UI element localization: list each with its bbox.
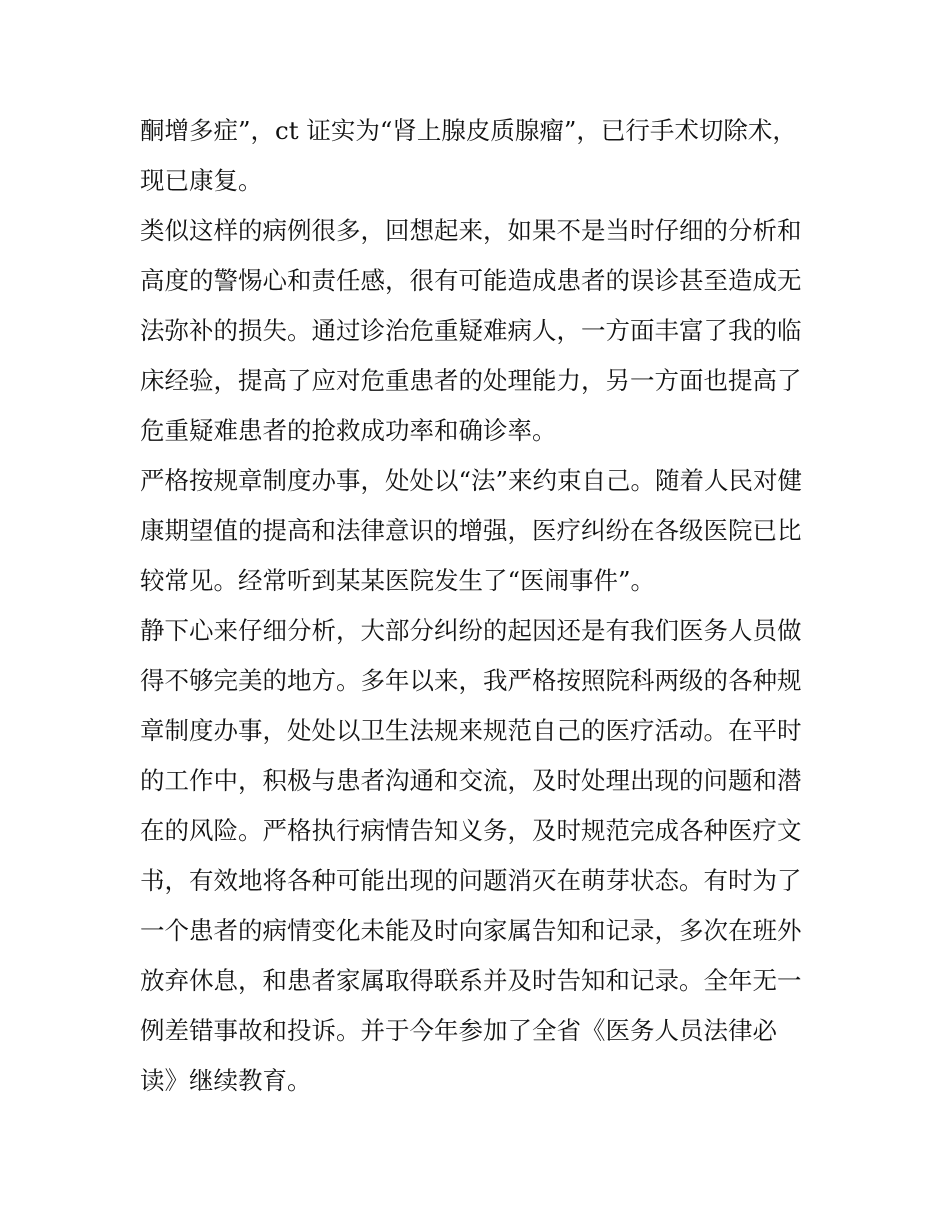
text-line: 书，有效地将各种可能出现的问题消灭在萌芽状态。有时为了 <box>140 866 802 895</box>
text-line: 较常见。经常听到某某医院发生了“医闹事件”。 <box>140 566 656 595</box>
paragraph-4 <box>140 606 820 1106</box>
paragraph-2 <box>140 206 820 456</box>
text-line: 床经验，提高了应对危重患者的处理能力，另一方面也提高了 <box>140 366 802 395</box>
text-line: 一个患者的病情变化未能及时向家属告知和记录，多次在班外 <box>140 916 802 945</box>
text-line: 例差错事故和投诉。并于今年参加了全省《医务人员法律必 <box>140 1016 777 1045</box>
text-line: 类似这样的病例很多，回想起来，如果不是当时仔细的分析和 <box>140 216 802 245</box>
text-line: 得不够完美的地方。多年以来，我严格按照院科两级的各种规 <box>140 666 802 695</box>
text-line: 静下心来仔细分析，大部分纠纷的起因还是有我们医务人员做 <box>140 616 802 645</box>
text-line: 法弥补的损失。通过诊治危重疑难病人，一方面丰富了我的临 <box>140 316 802 345</box>
text-line: 危重疑难患者的抢救成功率和确诊率。 <box>140 416 557 445</box>
text-line: 放弃休息，和患者家属取得联系并及时告知和记录。全年无一 <box>140 966 802 995</box>
paragraph-3 <box>140 456 820 606</box>
text-line: 现已康复。 <box>140 166 263 195</box>
text-line: 高度的警惕心和责任感，很有可能造成患者的误诊甚至造成无 <box>140 266 802 295</box>
paragraph-1 <box>140 106 820 206</box>
text-line: 严格按规章制度办事，处处以“法”来约束自己。随着人民对健 <box>140 466 803 495</box>
text-line: 读》继续教育。 <box>140 1066 312 1095</box>
text-line: 在的风险。严格执行病情告知义务，及时规范完成各种医疗文 <box>140 816 802 845</box>
text-line: 章制度办事，处处以卫生法规来规范自己的医疗活动。在平时 <box>140 716 802 745</box>
text-line: 的工作中，积极与患者沟通和交流，及时处理出现的问题和潜 <box>140 766 802 795</box>
text-line: 康期望值的提高和法律意识的增强，医疗纠纷在各级医院已比 <box>140 516 802 545</box>
text-line: 酮增多症”，ct 证实为“肾上腺皮质腺瘤”，已行手术切除术， <box>140 116 797 145</box>
document-body <box>140 106 820 1106</box>
